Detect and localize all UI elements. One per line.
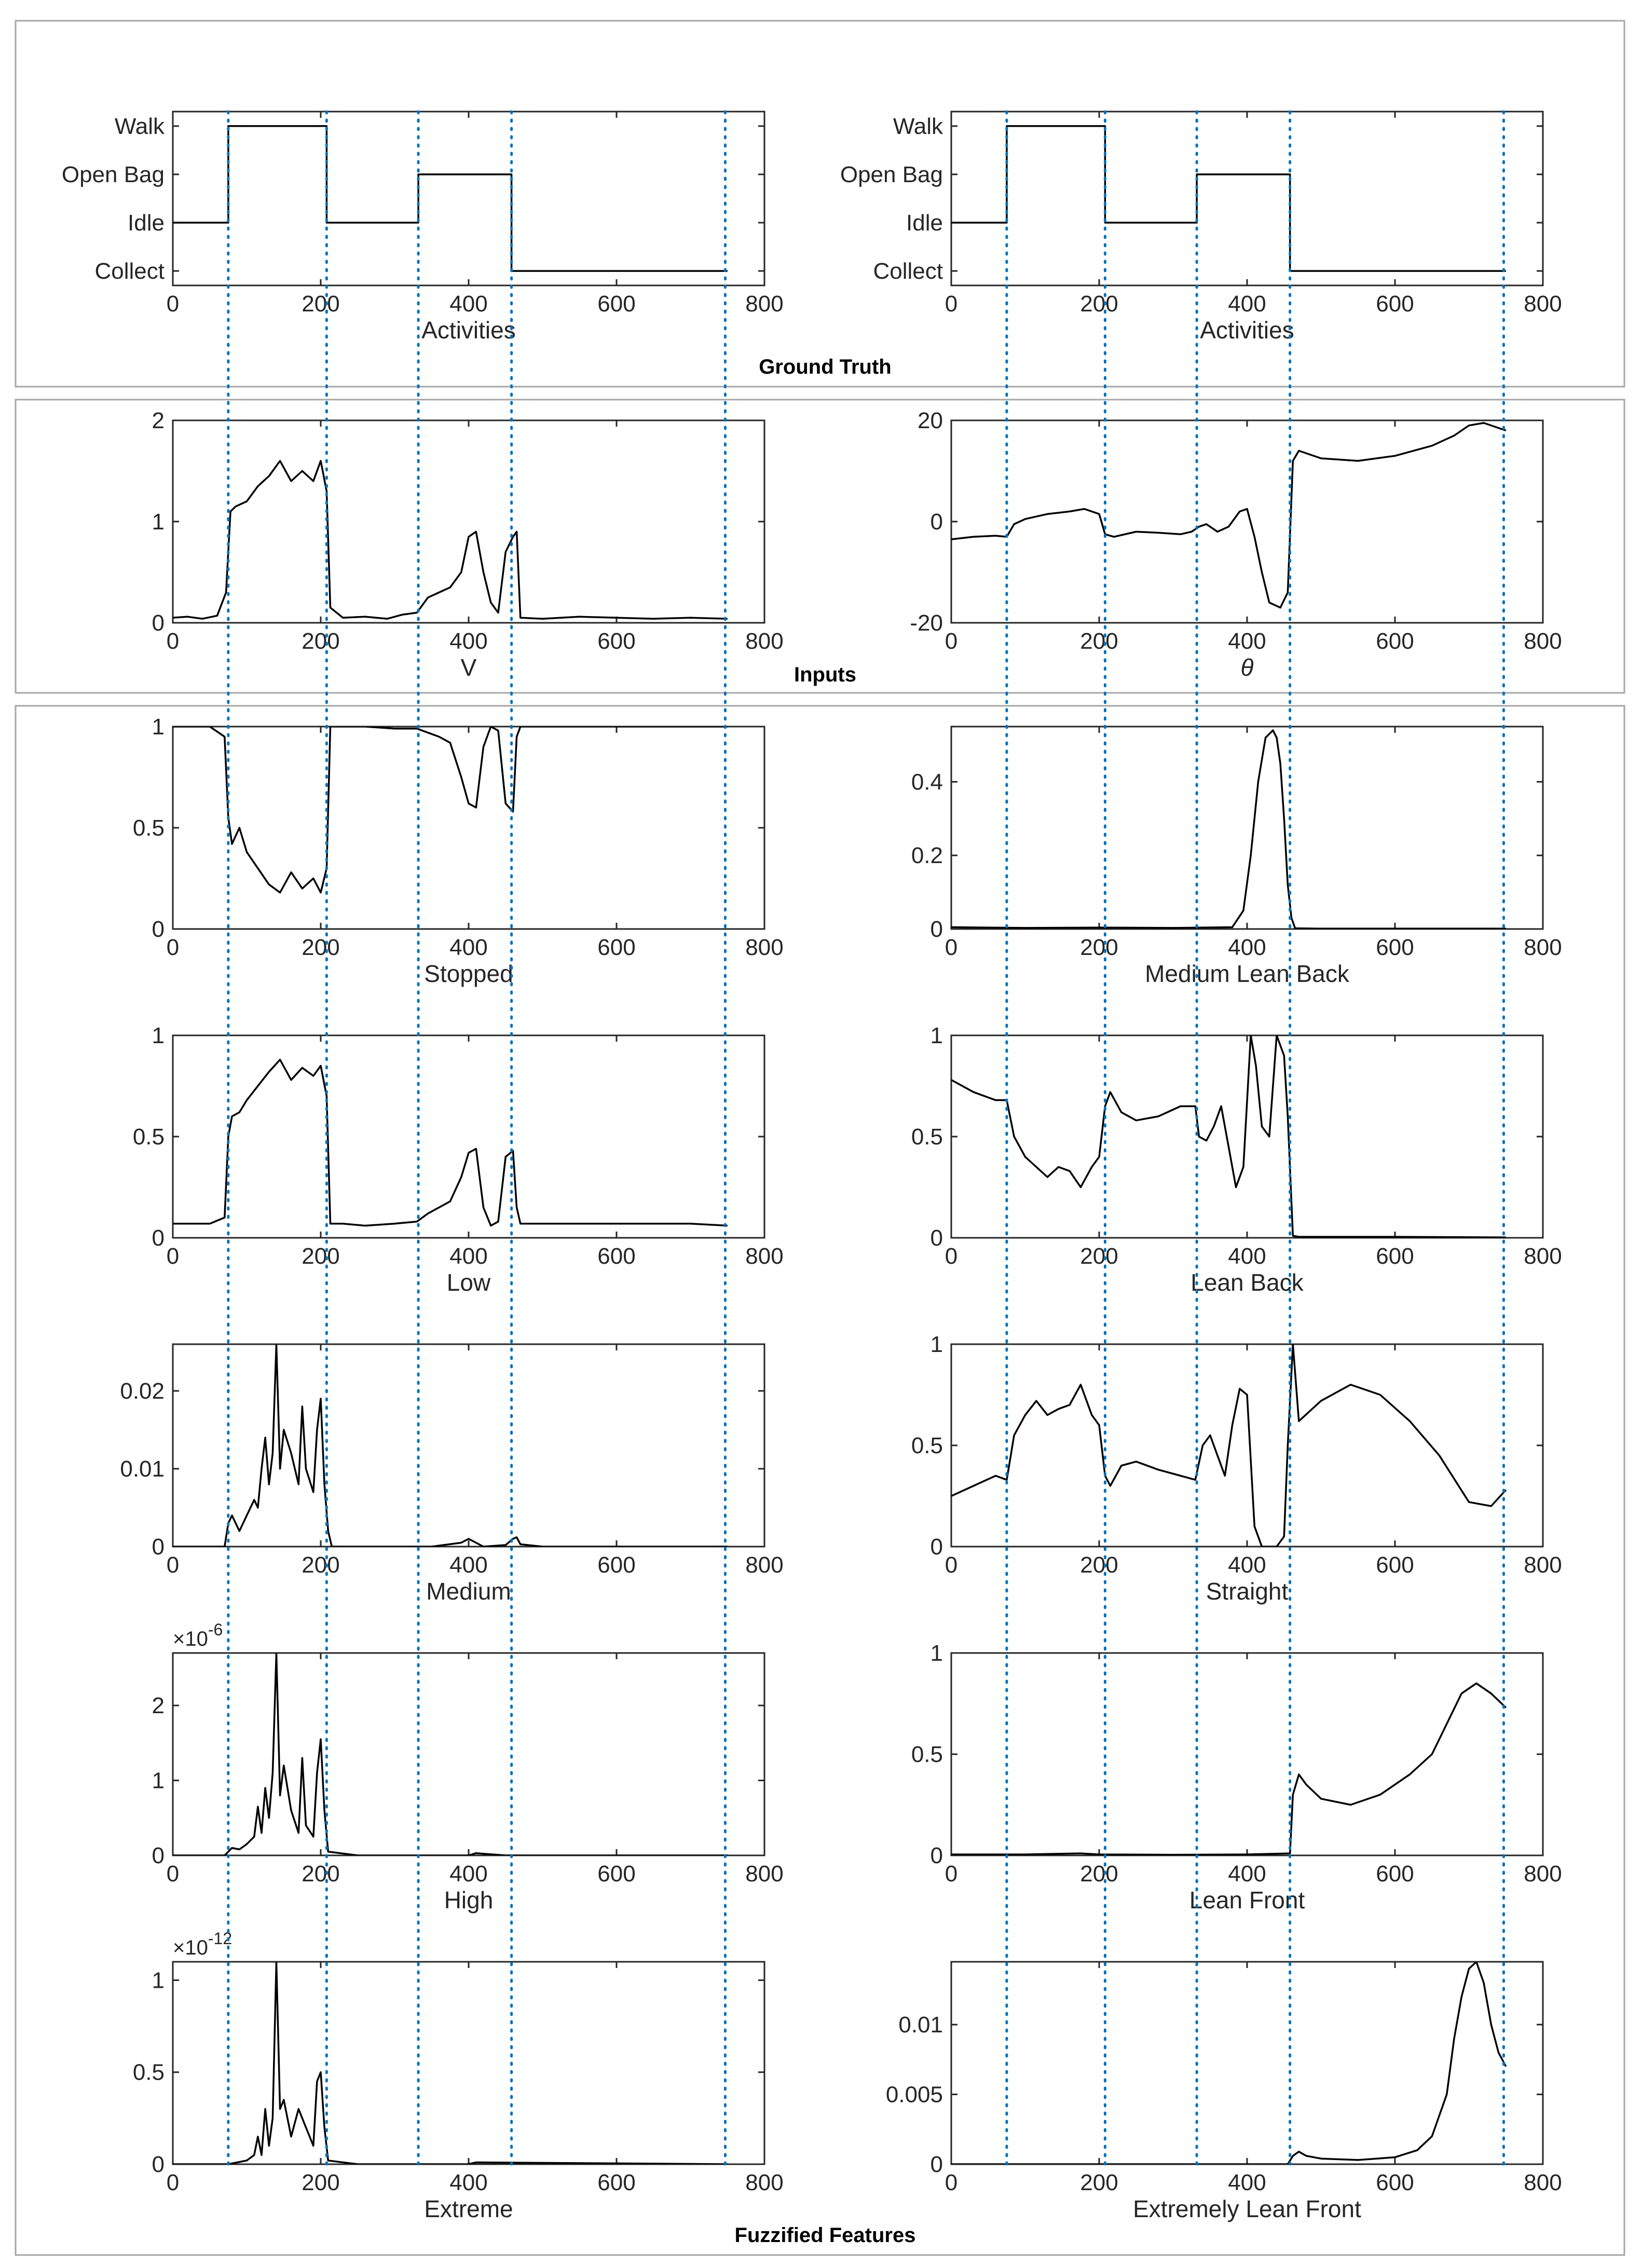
x-tick-label: 0 xyxy=(166,1552,180,1578)
x-tick-label: 0 xyxy=(945,1861,958,1887)
x-tick-label: 800 xyxy=(745,1244,784,1269)
axes-box xyxy=(173,727,764,929)
chart-0 xyxy=(62,112,784,344)
y-tick-label: 0.5 xyxy=(132,2059,165,2085)
y-tick-label: 0.5 xyxy=(132,815,165,841)
x-tick-label: 200 xyxy=(302,1552,340,1578)
x-tick-label: 800 xyxy=(745,935,784,960)
y-tick-label: 0 xyxy=(930,509,943,535)
x-tick-label: 800 xyxy=(745,1861,784,1887)
x-tick-label: 200 xyxy=(1080,2170,1118,2195)
y-tick-label: 0 xyxy=(152,917,165,942)
x-tick-label: 600 xyxy=(1376,1861,1414,1887)
chart-1 xyxy=(840,112,1562,344)
x-tick-label: 400 xyxy=(1228,291,1266,317)
x-tick-label: 200 xyxy=(1080,1861,1118,1887)
x-tick-label: 0 xyxy=(166,2170,180,2195)
x-tick-label: 0 xyxy=(945,935,958,960)
x-tick-label: 600 xyxy=(597,2170,636,2195)
x-tick-label: 600 xyxy=(597,1861,636,1887)
x-tick-label: 600 xyxy=(1376,2170,1414,2195)
y-tick-label: 1 xyxy=(930,1023,943,1048)
x-tick-label: 800 xyxy=(1524,935,1562,960)
x-tick-label: 200 xyxy=(1080,935,1118,960)
x-tick-label: 0 xyxy=(945,1552,958,1578)
exponent-base: ×10 xyxy=(173,1936,208,1959)
y-tick-label: 0.5 xyxy=(911,1742,943,1767)
axes-box xyxy=(951,1035,1543,1238)
y-tick-label: -20 xyxy=(910,610,943,636)
x-tick-label: 200 xyxy=(302,2170,340,2195)
x-tick-label: 600 xyxy=(1376,935,1414,960)
chart-13 xyxy=(886,1962,1562,2222)
chart-11 xyxy=(911,1641,1562,1914)
axes-box xyxy=(951,1653,1543,1855)
y-tick-label: 2 xyxy=(152,1693,165,1719)
x-tick-label: 400 xyxy=(1228,1244,1266,1269)
y-tick-label: 0 xyxy=(930,917,943,942)
x-tick-label: 0 xyxy=(166,291,180,317)
x-tick-label: 0 xyxy=(945,1244,958,1269)
y-tick-label: 1 xyxy=(152,1968,165,1993)
x-tick-label: 800 xyxy=(745,1552,784,1578)
y-tick-label: 1 xyxy=(930,1641,943,1666)
y-tick-label: Collect xyxy=(873,258,943,284)
y-tick-label: Idle xyxy=(128,210,165,236)
section-label: Fuzzified Features xyxy=(734,2224,916,2247)
axes-box xyxy=(951,420,1543,623)
x-tick-label: 600 xyxy=(1376,629,1414,654)
x-axis-label: Activities xyxy=(421,317,516,344)
y-tick-label: 0 xyxy=(152,2152,165,2177)
chart-6 xyxy=(133,1023,784,1296)
x-tick-label: 200 xyxy=(302,291,340,317)
chart-4 xyxy=(133,714,784,987)
x-axis-label: Low xyxy=(446,1269,491,1296)
axes-box xyxy=(173,1035,764,1238)
x-tick-label: 600 xyxy=(597,935,636,960)
axes-box xyxy=(951,1344,1543,1547)
y-tick-label: 0 xyxy=(152,1534,165,1560)
x-axis-label: Straight xyxy=(1206,1578,1289,1605)
x-tick-label: 400 xyxy=(449,1552,488,1578)
y-tick-label: 2 xyxy=(152,408,165,433)
x-axis-label: Medium xyxy=(426,1578,511,1605)
chart-2 xyxy=(152,408,784,681)
y-tick-label: 0 xyxy=(152,1843,165,1868)
y-tick-label: 0 xyxy=(930,2152,943,2177)
y-tick-label: Walk xyxy=(893,113,943,139)
y-tick-label: 0.4 xyxy=(911,769,943,795)
axis-exponent xyxy=(173,1929,232,1959)
x-tick-label: 0 xyxy=(166,1861,180,1887)
x-axis-label: Lean Front xyxy=(1189,1887,1305,1914)
x-tick-label: 0 xyxy=(945,291,958,317)
y-tick-label: 1 xyxy=(152,714,165,740)
axes-box xyxy=(951,1962,1543,2164)
x-tick-label: 400 xyxy=(449,935,488,960)
chart-8 xyxy=(120,1344,783,1605)
chart-10 xyxy=(152,1620,784,1914)
x-tick-label: 400 xyxy=(1228,935,1266,960)
axes-box xyxy=(951,727,1543,929)
axes-box xyxy=(173,420,764,623)
x-axis-label: Medium Lean Back xyxy=(1145,960,1349,987)
y-tick-label: Collect xyxy=(94,258,165,284)
x-axis-label: Activities xyxy=(1200,317,1294,344)
section-label: Inputs xyxy=(794,663,856,686)
x-tick-label: 0 xyxy=(945,2170,958,2195)
y-tick-label: 1 xyxy=(152,509,165,535)
chart-12 xyxy=(133,1929,784,2222)
y-tick-label: 0.5 xyxy=(911,1433,943,1458)
y-tick-label: 0 xyxy=(152,1225,165,1251)
x-tick-label: 400 xyxy=(1228,2170,1266,2195)
x-tick-label: 400 xyxy=(1228,1861,1266,1887)
x-tick-label: 0 xyxy=(166,935,180,960)
x-tick-label: 0 xyxy=(166,1244,180,1269)
y-tick-label: Open Bag xyxy=(61,161,165,187)
axes-box xyxy=(951,112,1543,285)
section-label: Ground Truth xyxy=(759,356,892,378)
x-tick-label: 200 xyxy=(1080,291,1118,317)
y-tick-label: 0.5 xyxy=(132,1124,165,1150)
y-tick-label: 1 xyxy=(152,1023,165,1048)
x-tick-label: 400 xyxy=(1228,629,1266,654)
x-tick-label: 800 xyxy=(745,291,784,317)
x-tick-label: 600 xyxy=(597,291,636,317)
x-axis-label: Extremely Lean Front xyxy=(1133,2195,1361,2222)
x-axis-label: θ xyxy=(1240,654,1254,681)
y-tick-label: 1 xyxy=(930,1332,943,1357)
x-tick-label: 600 xyxy=(1376,1552,1414,1578)
y-tick-label: 0.005 xyxy=(885,2082,943,2108)
x-tick-label: 400 xyxy=(449,629,488,654)
y-tick-label: 0 xyxy=(152,610,165,636)
x-tick-label: 600 xyxy=(597,1244,636,1269)
axis-exponent xyxy=(173,1620,223,1650)
x-axis-label: High xyxy=(444,1887,494,1914)
x-tick-label: 400 xyxy=(449,1244,488,1269)
x-tick-label: 800 xyxy=(1524,1244,1562,1269)
exponent-power: -12 xyxy=(208,1929,232,1948)
x-axis-label: Extreme xyxy=(424,2195,513,2222)
y-tick-label: Idle xyxy=(906,210,943,236)
x-tick-label: 600 xyxy=(1376,291,1414,317)
x-tick-label: 800 xyxy=(1524,629,1562,654)
y-tick-label: 1 xyxy=(152,1768,165,1794)
y-tick-label: 0.5 xyxy=(911,1124,943,1150)
x-tick-label: 200 xyxy=(302,935,340,960)
x-tick-label: 400 xyxy=(1228,1552,1266,1578)
y-tick-label: 0 xyxy=(930,1534,943,1560)
x-tick-label: 800 xyxy=(745,629,784,654)
x-tick-label: 400 xyxy=(449,2170,488,2195)
x-tick-label: 800 xyxy=(1524,2170,1562,2195)
y-tick-label: 20 xyxy=(918,408,943,433)
x-tick-label: 400 xyxy=(449,1861,488,1887)
x-tick-label: 200 xyxy=(1080,629,1118,654)
axes-box xyxy=(173,1962,764,2164)
y-tick-label: Walk xyxy=(114,113,165,139)
y-tick-label: 0.2 xyxy=(911,843,943,869)
y-tick-label: 0 xyxy=(930,1843,943,1868)
x-tick-label: 600 xyxy=(1376,1244,1414,1269)
y-tick-label: 0.01 xyxy=(898,2012,943,2038)
x-tick-label: 200 xyxy=(1080,1552,1118,1578)
chart-5 xyxy=(911,727,1562,987)
y-tick-label: 0.02 xyxy=(120,1378,165,1404)
x-tick-label: 200 xyxy=(302,629,340,654)
x-tick-label: 600 xyxy=(597,629,636,654)
x-axis-label: V xyxy=(460,654,477,681)
chart-9 xyxy=(911,1332,1562,1605)
axes-box xyxy=(173,112,764,285)
x-tick-label: 200 xyxy=(1080,1244,1118,1269)
x-tick-label: 200 xyxy=(302,1861,340,1887)
x-tick-label: 400 xyxy=(449,291,488,317)
axes-box xyxy=(173,1344,764,1547)
y-tick-label: 0 xyxy=(930,1225,943,1251)
x-tick-label: 800 xyxy=(1524,1861,1562,1887)
x-tick-label: 800 xyxy=(1524,1552,1562,1578)
x-axis-label: Lean Back xyxy=(1191,1269,1304,1296)
exponent-base: ×10 xyxy=(173,1628,208,1650)
x-axis-label: Stopped xyxy=(424,960,513,987)
x-tick-label: 800 xyxy=(745,2170,784,2195)
chart-7 xyxy=(911,1023,1562,1296)
x-tick-label: 0 xyxy=(166,629,180,654)
x-tick-label: 800 xyxy=(1524,291,1562,317)
exponent-power: -6 xyxy=(208,1620,223,1639)
y-tick-label: 0.01 xyxy=(120,1456,165,1482)
x-tick-label: 0 xyxy=(945,629,958,654)
x-tick-label: 200 xyxy=(302,1244,340,1269)
y-tick-label: Open Bag xyxy=(840,161,943,187)
x-tick-label: 600 xyxy=(597,1552,636,1578)
